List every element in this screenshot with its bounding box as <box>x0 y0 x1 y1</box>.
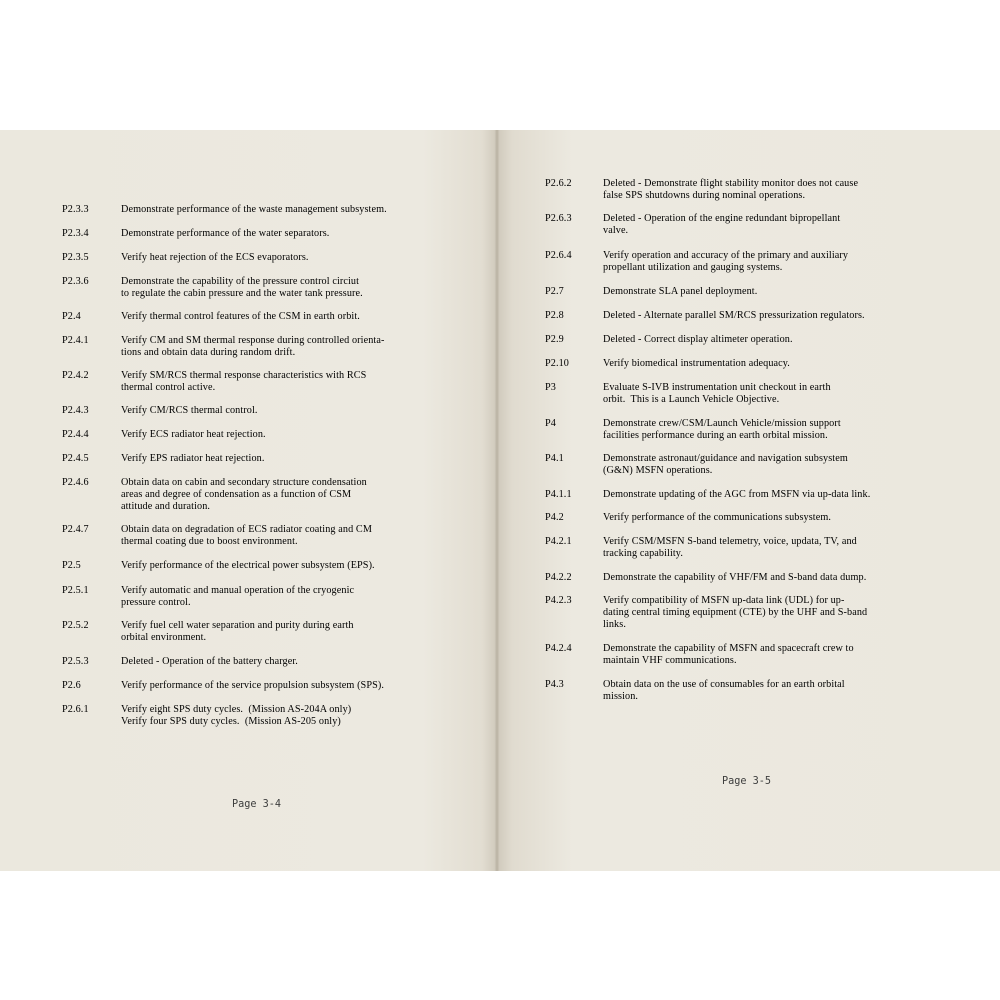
binding-gutter <box>494 130 500 871</box>
item-number: P2.4.2 <box>62 370 89 381</box>
page-number-left: Page 3-4 <box>232 799 282 810</box>
item-text: Deleted - Demonstrate flight stability monitor does not cause false SPS shutdowns during nominal operations. <box>603 178 859 201</box>
item-number: P2.5.3 <box>62 656 89 667</box>
item-text: Verify CM and SM thermal response during controlled orienta- tions and obtain data during random drift. <box>121 335 385 358</box>
item-number: P2.5.1 <box>62 585 89 596</box>
item-text: Verify performance of the communications subsystem. <box>603 512 832 523</box>
page-number-right: Page 3-5 <box>722 776 772 787</box>
item-text: Verify compatibility of MSFN up-data link (UDL) for up- dating central timing equipment (CTE) by the UHF and S-band links. <box>603 595 868 630</box>
item-text: Verify EPS radiator heat rejection. <box>121 453 265 464</box>
item-text: Verify automatic and manual operation of the cryogenic pressure control. <box>121 585 355 608</box>
item-number: P4.2.3 <box>545 595 572 606</box>
item-number: P4.2 <box>545 512 564 523</box>
item-text: Verify CSM/MSFN S-band telemetry, voice, updata, TV, and tracking capability. <box>603 536 857 559</box>
item-number: P2.4.5 <box>62 453 89 464</box>
item-number: P2.4.4 <box>62 429 89 440</box>
item-text: Verify thermal control features of the CSM in earth orbit. <box>121 311 360 322</box>
item-number: P4.2.2 <box>545 572 572 583</box>
item-number: P2.6.2 <box>545 178 572 189</box>
item-text: Demonstrate performance of the water separators. <box>121 228 330 239</box>
item-text: Verify heat rejection of the ECS evaporators. <box>121 252 309 263</box>
item-number: P2.5.2 <box>62 620 89 631</box>
item-number: P2.6.1 <box>62 704 89 715</box>
item-number: P4 <box>545 418 556 429</box>
item-number: P2.9 <box>545 334 564 345</box>
item-number: P2.5 <box>62 560 81 571</box>
item-text: Verify SM/RCS thermal response characteristics with RCS thermal control active. <box>121 370 367 393</box>
item-text: Demonstrate performance of the waste management subsystem. <box>121 204 387 215</box>
item-number: P4.3 <box>545 679 564 690</box>
item-text: Evaluate S-IVB instrumentation unit checkout in earth orbit. This is a Launch Vehicle Objective. <box>603 382 831 405</box>
item-number: P3 <box>545 382 556 393</box>
item-text: Verify eight SPS duty cycles. (Mission AS-204A only) Verify four SPS duty cycles. (Mission AS-205 only) <box>121 704 352 727</box>
item-text: Deleted - Correct display altimeter operation. <box>603 334 793 345</box>
item-text: Demonstrate the capability of MSFN and spacecraft crew to maintain VHF communications. <box>603 643 854 666</box>
item-text: Verify CM/RCS thermal control. <box>121 405 258 416</box>
item-text: Obtain data on cabin and secondary structure condensation areas and degree of condensation as a function of CSM attitude and duration. <box>121 477 367 512</box>
item-text: Demonstrate the capability of the pressure control circiut to regulate the cabin pressure and the water tank pressure. <box>121 276 363 299</box>
item-text: Demonstrate updating of the AGC from MSFN via up-data link. <box>603 489 871 500</box>
item-text: Deleted - Operation of the engine redundant bipropellant valve. <box>603 213 841 236</box>
item-number: P2.6 <box>62 680 81 691</box>
item-text: Verify performance of the service propulsion subsystem (SPS). <box>121 680 384 691</box>
item-number: P4.2.1 <box>545 536 572 547</box>
item-text: Demonstrate crew/CSM/Launch Vehicle/mission support facilities performance during an earth orbital mission. <box>603 418 841 441</box>
item-number: P4.1 <box>545 453 564 464</box>
item-number: P2.3.4 <box>62 228 89 239</box>
item-number: P2.3.3 <box>62 204 89 215</box>
item-text: Obtain data on the use of consumables for an earth orbital mission. <box>603 679 845 702</box>
item-number: P4.2.4 <box>545 643 572 654</box>
item-number: P2.3.5 <box>62 252 89 263</box>
item-text: Demonstrate astronaut/guidance and navigation subsystem (G&N) MSFN operations. <box>603 453 848 476</box>
item-text: Verify operation and accuracy of the primary and auxiliary propellant utilization and gauging systems. <box>603 250 849 273</box>
item-number: P2.4.7 <box>62 524 89 535</box>
item-text: Demonstrate the capability of VHF/FM and S-band data dump. <box>603 572 867 583</box>
item-number: P2.8 <box>545 310 564 321</box>
item-number: P2.3.6 <box>62 276 89 287</box>
item-number: P2.4 <box>62 311 81 322</box>
item-number: P2.4.3 <box>62 405 89 416</box>
item-number: P4.1.1 <box>545 489 572 500</box>
item-text: Deleted - Operation of the battery charger. <box>121 656 298 667</box>
item-text: Verify ECS radiator heat rejection. <box>121 429 266 440</box>
item-number: P2.10 <box>545 358 569 369</box>
item-number: P2.6.3 <box>545 213 572 224</box>
item-text: Verify fuel cell water separation and purity during earth orbital environment. <box>121 620 354 643</box>
item-text: Obtain data on degradation of ECS radiator coating and CM thermal coating due to boost environment. <box>121 524 372 547</box>
item-text: Verify performance of the electrical power subsystem (EPS). <box>121 560 375 571</box>
item-text: Verify biomedical instrumentation adequacy. <box>603 358 790 369</box>
item-number: P2.4.1 <box>62 335 89 346</box>
item-number: P2.6.4 <box>545 250 572 261</box>
item-text: Deleted - Alternate parallel SM/RCS pressurization regulators. <box>603 310 865 321</box>
item-text: Demonstrate SLA panel deployment. <box>603 286 758 297</box>
item-number: P2.4.6 <box>62 477 89 488</box>
item-number: P2.7 <box>545 286 564 297</box>
